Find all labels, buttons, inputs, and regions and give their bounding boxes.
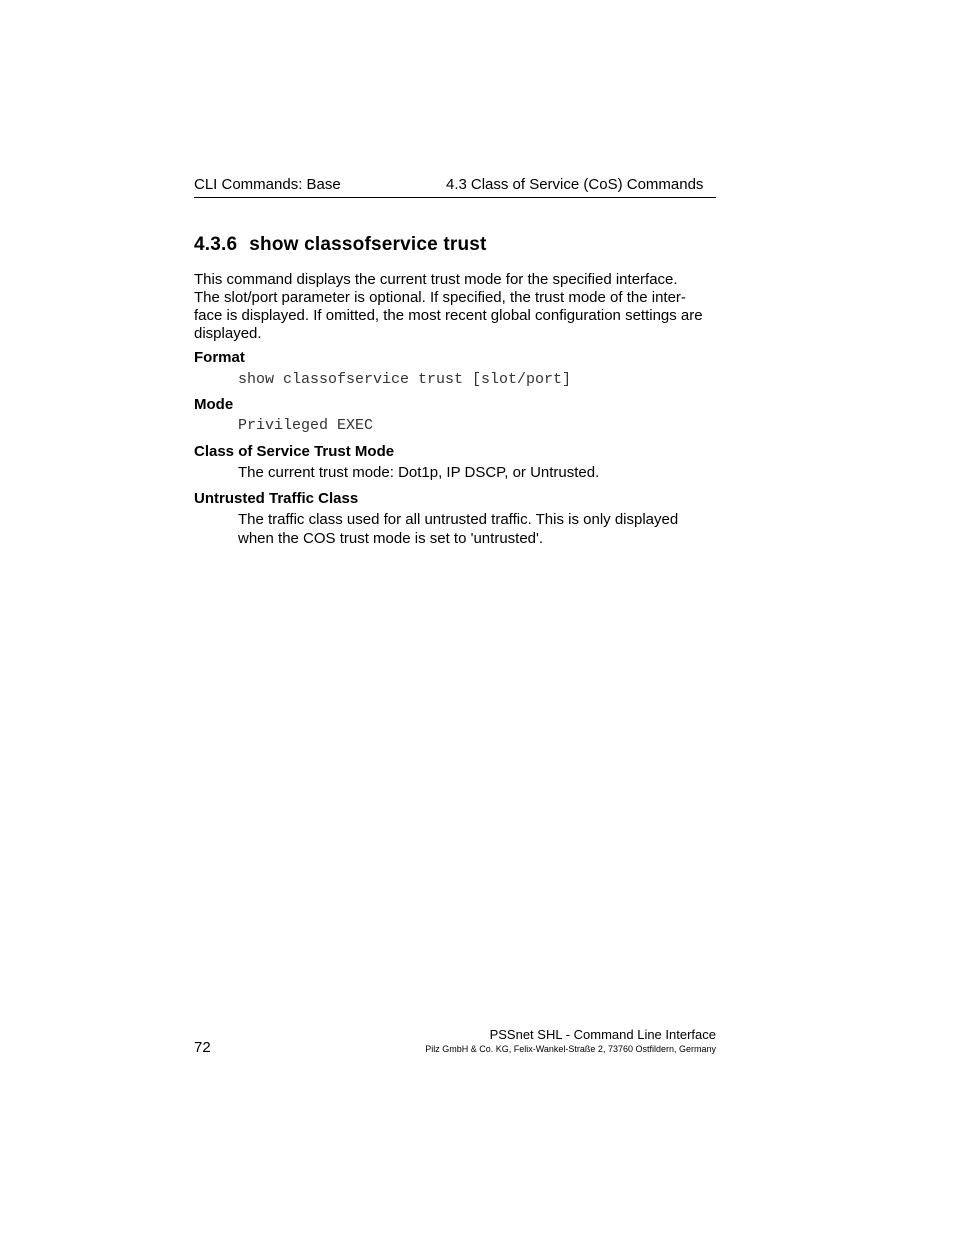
mode-code: Privileged EXEC — [238, 417, 374, 434]
running-header-chapter: CLI Commands: Base — [194, 176, 341, 193]
footer-document-title: PSSnet SHL - Command Line Interface — [489, 1027, 716, 1042]
running-header-section — [446, 176, 716, 194]
page-number: 72 — [194, 1039, 211, 1056]
untrusted-class-label: Untrusted Traffic Class — [194, 490, 359, 507]
trust-mode-label: Class of Service Trust Mode — [194, 443, 395, 460]
section-heading — [194, 233, 487, 257]
section-number: 4.3.6 — [194, 234, 238, 255]
trust-mode-description — [238, 463, 716, 482]
intro-paragraph — [194, 271, 716, 343]
footer-company-address: Pilz GmbH & Co. KG, Felix-Wankel-Straße 2, 73760 Ostfildern, Germany — [425, 1044, 716, 1054]
untrusted-class-line: when the COS trust mode is set to 'untrusted'. — [238, 530, 544, 547]
mode-label: Mode — [194, 396, 234, 413]
intro-line: This command displays the current trust mode for the specified interface. — [194, 271, 678, 288]
intro-line: The slot/port parameter is optional. If specified, the trust mode of the inter- — [194, 289, 686, 306]
header-divider — [194, 197, 716, 198]
running-header-section-title: Class of Service (CoS) Commands — [470, 176, 704, 193]
running-header-section-number: 4.3 — [446, 176, 467, 193]
format-code: show classofservice trust [slot/port] — [238, 371, 572, 388]
untrusted-class-description — [238, 510, 716, 548]
format-label: Format — [194, 349, 245, 366]
untrusted-class-line: The traffic class used for all untrusted traffic. This is only displayed — [238, 511, 679, 528]
trust-mode-text: The current trust mode: Dot1p, IP DSCP, or Untrusted. — [238, 464, 600, 481]
intro-line: face is displayed. If omitted, the most recent global configuration settings are — [194, 307, 703, 324]
section-title: show classofservice trust — [249, 234, 487, 255]
intro-line: displayed. — [194, 325, 262, 342]
